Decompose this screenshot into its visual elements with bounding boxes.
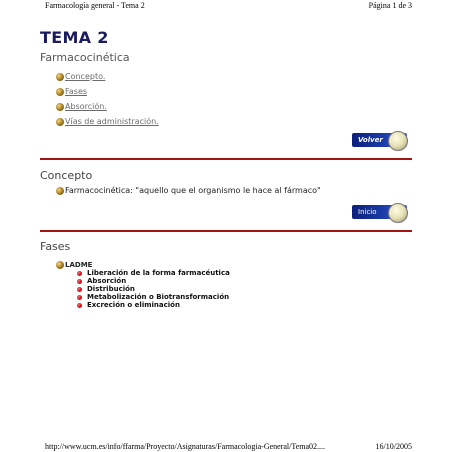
page-title: TEMA 2 [40, 28, 109, 47]
button-knob-icon [388, 203, 408, 223]
table-of-contents [56, 69, 159, 129]
toc-link-absorcion[interactable] [56, 99, 159, 114]
volver-label: Volver [358, 136, 383, 144]
list-item [77, 269, 230, 277]
concepto-text: Farmacocinética: "aquello que el organismo le hace al fármaco" [65, 186, 321, 195]
section-divider [40, 158, 412, 160]
bullet-icon [56, 118, 64, 126]
toc-link-vias[interactable] [56, 114, 159, 129]
concepto-text-line [56, 186, 321, 195]
button-knob-icon [388, 131, 408, 151]
print-header [0, 0, 452, 12]
list-item-label: Absorción [87, 277, 127, 285]
list-item [77, 277, 126, 285]
print-footer-date: 16/10/2005 [375, 442, 412, 451]
ladme-line [56, 261, 92, 269]
print-footer-url: http://www.ucm.es/info/ffarma/Proyecto/Asignaturas/Farmacologia-General/Tema02.... [45, 442, 326, 451]
print-header-title: Farmacología general - Tema 2 [45, 1, 145, 10]
toc-label: Absorción. [65, 102, 107, 111]
toc-link-concepto[interactable] [56, 69, 159, 84]
inicio-label: Inicio [358, 208, 377, 216]
list-item-label: Liberación de la forma farmacéutica [87, 269, 230, 277]
list-item [77, 293, 229, 301]
print-header-page: Página 1 de 3 [368, 1, 412, 10]
red-bullet-icon [77, 271, 82, 276]
list-item-label: Excreción o eliminación [87, 301, 180, 309]
toc-label: Vías de administración. [65, 117, 159, 126]
toc-label: Concepto. [65, 72, 106, 81]
toc-label: Fases [65, 87, 88, 96]
section-heading-fases: Fases [40, 240, 71, 253]
ladme-label: LADME [65, 261, 93, 269]
print-footer [0, 442, 452, 452]
list-item [77, 301, 180, 309]
inicio-button[interactable] [352, 205, 407, 219]
bullet-icon [56, 73, 64, 81]
list-item [77, 285, 135, 293]
bullet-icon [56, 187, 64, 195]
list-item-label: Metabolización o Biotransformación [87, 293, 230, 301]
red-bullet-icon [77, 295, 82, 300]
red-bullet-icon [77, 287, 82, 292]
volver-button[interactable] [352, 133, 407, 147]
bullet-icon [56, 88, 64, 96]
page-subtitle: Farmacocinética [40, 51, 130, 64]
list-item-label: Distribución [87, 285, 135, 293]
red-bullet-icon [77, 279, 82, 284]
section-heading-concepto: Concepto [40, 169, 93, 182]
red-bullet-icon [77, 303, 82, 308]
bullet-icon [56, 103, 64, 111]
toc-link-fases[interactable] [56, 84, 159, 99]
section-divider [40, 230, 412, 232]
bullet-icon [56, 261, 64, 269]
